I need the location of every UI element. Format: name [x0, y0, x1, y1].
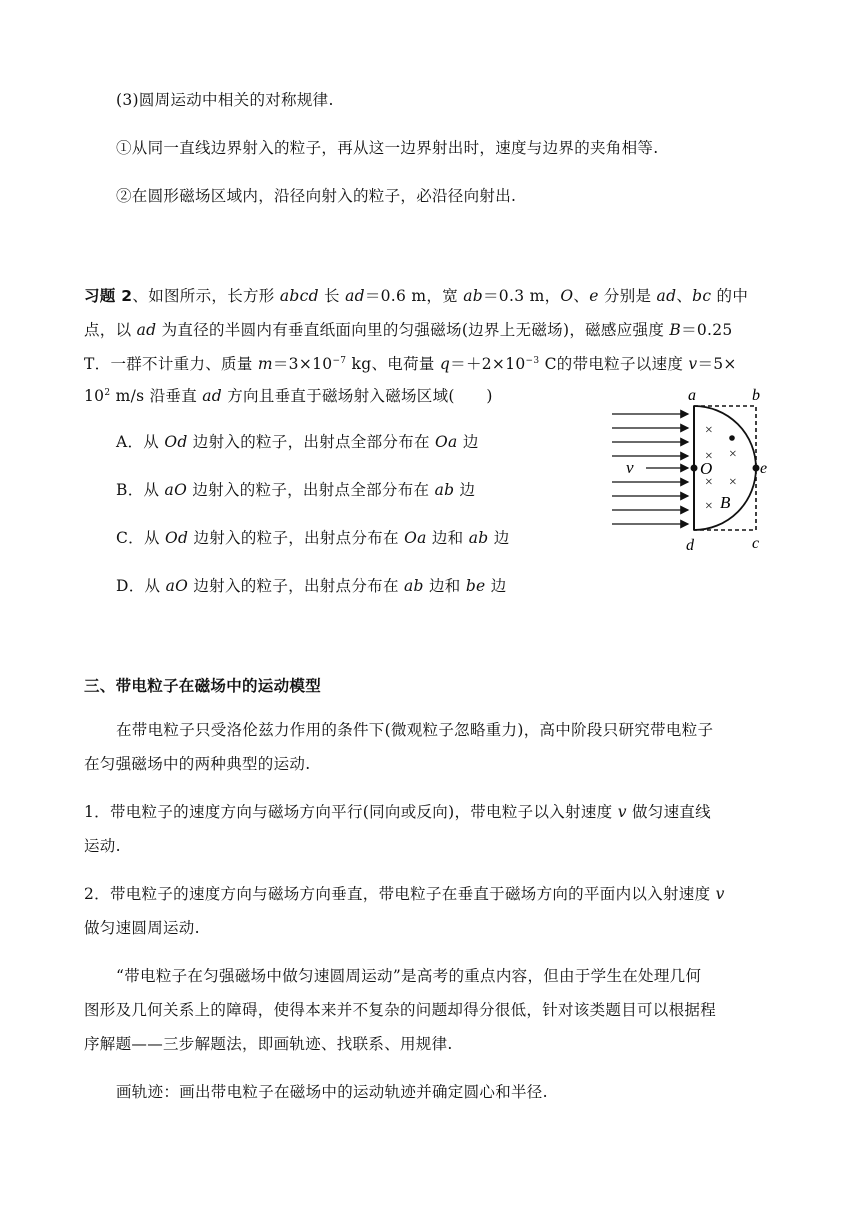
text: 方向且垂直于磁场射入磁场区域( )	[221, 387, 493, 405]
label-o: O	[700, 459, 713, 478]
section3-para1-line2: 在匀强磁场中的两种典型的运动.	[84, 755, 311, 773]
label-e: e	[760, 460, 768, 477]
label-b: b	[752, 387, 760, 404]
cross-mark: ×	[704, 499, 714, 514]
option-text: 边射入的粒子，出射点全部分布在	[187, 481, 435, 499]
symbol: Od	[165, 529, 189, 547]
text: 长	[318, 287, 346, 305]
option-text: 边射入的粒子，出射点分布在	[188, 529, 405, 547]
exercise-line-1	[84, 286, 748, 306]
symbol: Od	[164, 433, 188, 451]
symbol: Oa	[404, 529, 427, 547]
label-c: c	[752, 535, 760, 552]
symbol: ad	[202, 387, 222, 405]
option-a[interactable]	[116, 432, 479, 452]
text: 、	[676, 287, 693, 305]
label-a: a	[688, 387, 696, 404]
cross-mark: ×	[728, 447, 738, 462]
section3-para1-line1: 在带电粒子只受洛伦兹力作用的条件下(微观粒子忽略重力)，高中阶段只研究带电粒子	[116, 721, 714, 739]
symbol: bc	[692, 287, 712, 305]
symmetry-item-1: ①从同一直线边界射入的粒子，再从这一边界射出时，速度与边界的夹角相等.	[116, 139, 659, 157]
option-text: 边和	[423, 577, 466, 595]
option-text: 边	[454, 481, 476, 499]
symbol: be	[465, 577, 486, 595]
text: m/s 沿垂直	[110, 387, 203, 405]
option-text: B．从	[116, 481, 165, 499]
text: 做匀速直线	[626, 803, 711, 821]
symbol: e	[589, 287, 599, 305]
section3-item2-line1	[84, 884, 725, 904]
section3-item1-line2: 运动.	[84, 837, 121, 855]
cross-mark: ×	[728, 475, 738, 490]
symbol: ad	[345, 287, 365, 305]
figure-svg	[610, 384, 776, 552]
exercise-line-4	[84, 386, 493, 406]
exponent: 2	[104, 388, 111, 398]
label-d: d	[686, 537, 694, 552]
point-o	[691, 465, 698, 472]
symbol: aO	[164, 481, 188, 499]
text: 为直径的半圆内有垂直纸面向里的匀强磁场(边界上无磁场)，磁感应强度	[156, 321, 670, 339]
option-text: 边	[488, 529, 510, 547]
symbol: v	[688, 355, 698, 373]
text: ＝0.3 m，	[483, 287, 561, 305]
text: ＝3×10	[272, 355, 333, 373]
section-heading: 三、带电粒子在磁场中的运动模型	[84, 677, 322, 695]
text: 10	[84, 387, 105, 405]
exponent: −3	[525, 356, 540, 366]
symmetry-title: (3)圆周运动中相关的对称规律.	[116, 91, 334, 109]
text: T．一群不计重力、质量	[84, 355, 258, 373]
symbol: q	[439, 355, 451, 373]
symbol: ab	[463, 287, 483, 305]
symbol: Oa	[435, 433, 458, 451]
symbol: ab	[403, 577, 424, 595]
symmetry-item-2: ②在圆形磁场区域内，沿径向射入的粒子，必沿径向射出.	[116, 187, 517, 205]
text: 2．带电粒子的速度方向与磁场方向垂直，带电粒子在垂直于磁场方向的平面内以入射速度	[84, 885, 716, 903]
velocity-arrows	[612, 414, 688, 524]
option-d[interactable]	[116, 576, 507, 596]
exercise-line-2	[84, 320, 733, 340]
option-text: A．从	[116, 433, 165, 451]
section3-item2-line2: 做匀速圆周运动.	[84, 919, 200, 937]
point-e	[753, 465, 760, 472]
option-text: 边	[457, 433, 479, 451]
text: 、	[573, 287, 590, 305]
section3-para2-line3: 序解题——三步解题法，即画轨迹、找联系、用规律.	[84, 1035, 453, 1053]
text: 、如图所示，长方形	[132, 287, 280, 305]
symbol: B	[669, 321, 682, 339]
label-b-field: B	[720, 493, 731, 512]
option-text: 边射入的粒子，出射点分布在	[188, 577, 404, 595]
section3-para3: 画轨迹：画出带电粒子在磁场中的运动轨迹并确定圆心和半径.	[116, 1083, 548, 1101]
option-c[interactable]	[116, 528, 510, 548]
option-text: D．从	[116, 577, 166, 595]
text: kg、电荷量	[346, 355, 440, 373]
option-text: C．从	[116, 529, 165, 547]
text: ＝0.25	[681, 321, 733, 339]
cross-mark: ×	[704, 449, 714, 464]
cross-mark: ×	[704, 423, 714, 438]
text: ＝＋2×10	[450, 355, 526, 373]
symbol: ab	[434, 481, 455, 499]
symbol: ab	[468, 529, 489, 547]
section3-para2-line2: 图形及几何关系上的障碍，使得本来并不复杂的问题却得分很低，针对该类题目可以根据程	[84, 1001, 717, 1019]
section3-para2-line1: “带电粒子在匀强磁场中做匀速圆周运动”是高考的重点内容，但由于学生在处理几何	[116, 967, 702, 985]
symbol: ad	[136, 321, 157, 339]
text: 1．带电粒子的速度方向与磁场方向平行(同向或反向)，带电粒子以入射速度	[84, 803, 618, 821]
symbol: O	[560, 287, 574, 305]
text: ＝5×	[697, 355, 737, 373]
option-text: 边和	[426, 529, 469, 547]
symbol: abcd	[279, 287, 319, 305]
text: 分别是	[598, 287, 657, 305]
cross-mark: ×	[704, 475, 714, 490]
symbol: aO	[165, 577, 189, 595]
text: C的带电粒子以速度	[539, 355, 689, 373]
exercise-label: 习题 2	[84, 287, 133, 305]
option-text: 边射入的粒子，出射点全部分布在	[187, 433, 436, 451]
symbol: v	[617, 803, 627, 821]
text: 的中	[711, 287, 749, 305]
label-v: v	[626, 458, 634, 477]
section3-item1-line1	[84, 802, 711, 822]
symbol: m	[257, 355, 273, 373]
text: ＝0.6 m，宽	[364, 287, 464, 305]
magnetic-field-figure	[610, 384, 776, 552]
exponent: −7	[332, 356, 347, 366]
text: 点，以	[84, 321, 137, 339]
option-text: 边	[485, 577, 507, 595]
particle-dot	[729, 435, 735, 441]
symbol: ad	[656, 287, 677, 305]
option-b[interactable]	[116, 480, 475, 500]
symbol: v	[715, 885, 725, 903]
exercise-line-3	[84, 354, 737, 374]
